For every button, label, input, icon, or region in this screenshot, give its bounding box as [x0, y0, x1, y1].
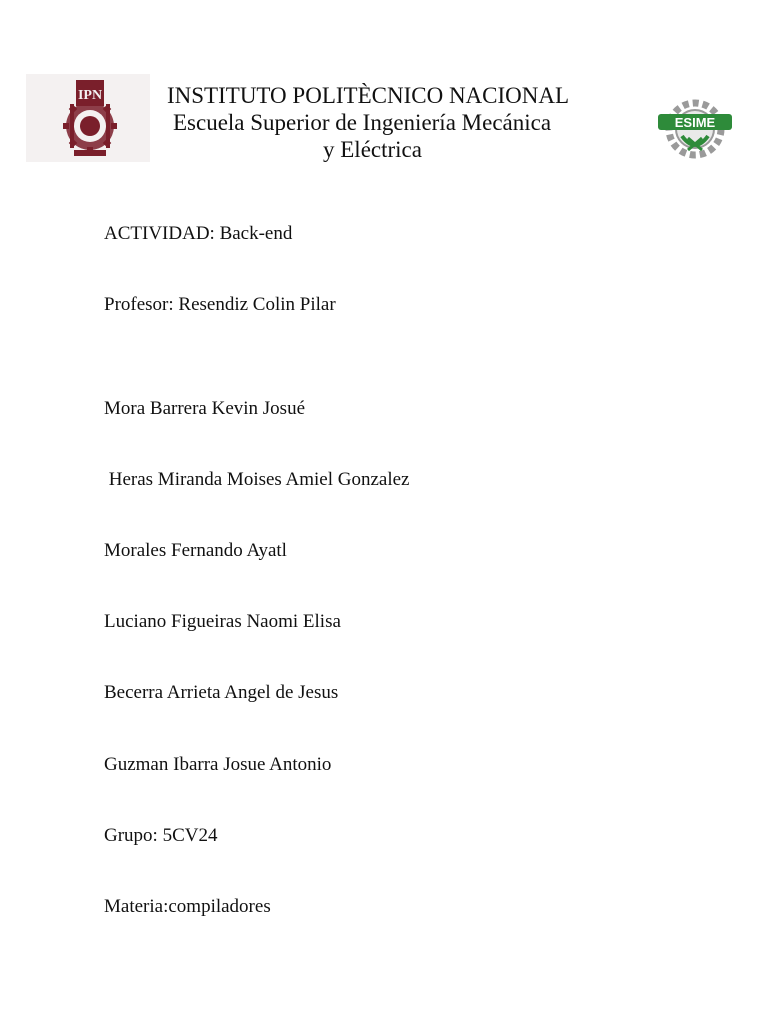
esime-logo	[652, 94, 738, 164]
student-name: Heras Miranda Moises Amiel Gonzalez	[104, 469, 410, 490]
professor-line: Profesor: Resendiz Colin Pilar	[104, 294, 336, 315]
student-name: Becerra Arrieta Angel de Jesus	[104, 682, 339, 703]
institution-title: INSTITUTO POLITÈCNICO NACIONAL	[167, 83, 570, 108]
student-name: Luciano Figueiras Naomi Elisa	[104, 611, 341, 632]
ipn-logo-text: IPN	[77, 88, 103, 103]
student-name: Morales Fernando Ayatl	[104, 540, 287, 561]
student-name: Mora Barrera Kevin Josué	[104, 398, 306, 419]
activity-line: ACTIVIDAD: Back-end	[104, 223, 293, 244]
school-title-line1: Escuela Superior de Ingeniería Mecánica	[173, 110, 552, 135]
student-name: Guzman Ibarra Josue Antonio	[104, 754, 332, 775]
school-title-line2: y Eléctrica	[323, 137, 422, 162]
subject-line: Materia:compiladores	[104, 896, 271, 917]
esime-logo-text: ESIME	[674, 115, 716, 130]
esime-emblem-icon	[652, 94, 738, 164]
group-line: Grupo: 5CV24	[104, 825, 218, 846]
